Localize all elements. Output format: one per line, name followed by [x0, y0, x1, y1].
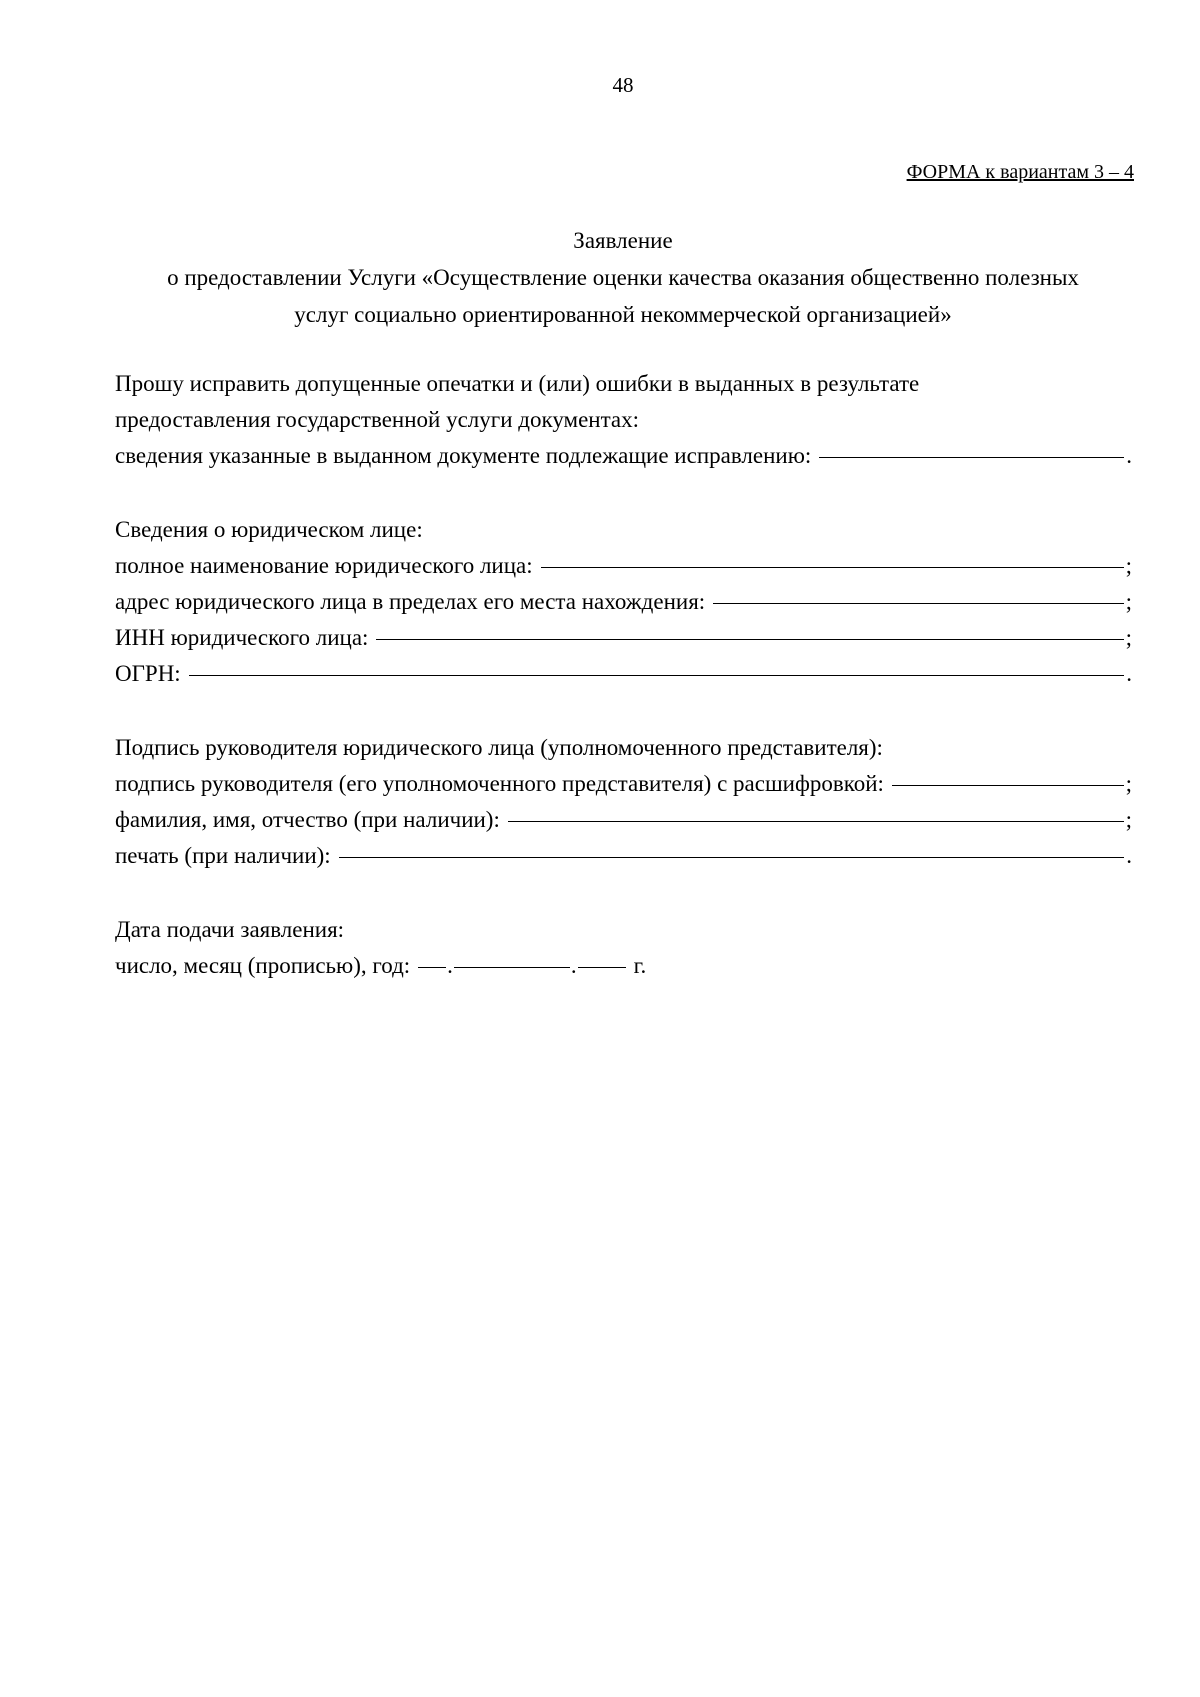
- inn-label: ИНН юридического лица:: [115, 625, 369, 650]
- date-dot-1: .: [447, 953, 453, 978]
- date-dot-2: .: [570, 953, 577, 978]
- fio-punct: ;: [1125, 807, 1132, 832]
- full-name-label: полное наименование юридического лица:: [115, 553, 533, 578]
- address-punct: ;: [1125, 589, 1132, 614]
- inn-field[interactable]: [376, 638, 1123, 640]
- date-heading: Дата подачи заявления:: [115, 917, 345, 942]
- request-line-2: [115, 402, 1132, 438]
- full-name-punct: ;: [1125, 553, 1132, 578]
- page-number: 48: [612, 73, 634, 97]
- fio-field[interactable]: [508, 820, 1124, 822]
- signature-row: [115, 766, 1132, 802]
- ogrn-field[interactable]: [189, 674, 1125, 676]
- legal-entity-heading: Сведения о юридическом лице:: [115, 517, 423, 542]
- address-row: [115, 584, 1132, 620]
- stamp-label: печать (при наличии):: [115, 843, 331, 868]
- signature-field[interactable]: [892, 784, 1124, 786]
- corrections-field-row: [115, 438, 1132, 474]
- stamp-punct: .: [1126, 843, 1132, 868]
- request-line-1: [115, 366, 1132, 402]
- title-line-1: Заявление: [573, 228, 673, 253]
- year-field[interactable]: [578, 966, 626, 968]
- signature-punct: ;: [1125, 771, 1132, 796]
- address-field[interactable]: [713, 602, 1123, 604]
- address-label: адрес юридического лица в пределах его места нахождения:: [115, 589, 706, 614]
- ogrn-punct: .: [1126, 661, 1132, 686]
- legal-entity-heading-row: [115, 512, 1132, 548]
- stamp-row: [115, 838, 1132, 874]
- inn-punct: ;: [1125, 625, 1132, 650]
- request-text-1: Прошу исправить допущенные опечатки и (или) ошибки в выданных в результате: [115, 371, 920, 396]
- date-heading-row: [115, 912, 1132, 948]
- inn-row: [115, 620, 1132, 656]
- ogrn-label: ОГРН:: [115, 661, 181, 686]
- legal-entity-section: [115, 512, 1132, 692]
- ogrn-row: [115, 656, 1132, 692]
- form-reference: ФОРМА к вариантам 3 – 4: [906, 161, 1134, 183]
- signature-section: [115, 730, 1132, 874]
- fio-row: [115, 802, 1132, 838]
- fio-label: фамилия, имя, отчество (при наличии):: [115, 807, 500, 832]
- title-line-3: услуг социально ориентированной некоммерческой организацией»: [294, 302, 952, 327]
- signature-heading-row: [115, 730, 1132, 766]
- corrections-end-punct: .: [1126, 443, 1132, 468]
- request-section: [115, 366, 1132, 474]
- day-field[interactable]: [418, 966, 446, 968]
- full-name-field[interactable]: [541, 566, 1124, 568]
- document-title: [100, 222, 1146, 333]
- month-field[interactable]: [454, 966, 570, 968]
- date-label: число, месяц (прописью), год:: [115, 953, 411, 978]
- signature-heading: Подпись руководителя юридического лица (уполномоченного представителя):: [115, 735, 883, 760]
- year-suffix: г.: [633, 953, 647, 978]
- corrections-field[interactable]: [819, 456, 1124, 458]
- title-line-2: о предоставлении Услуги «Осуществление оценки качества оказания общественно полезных: [167, 265, 1079, 290]
- date-row: [115, 948, 1132, 984]
- date-section: [115, 912, 1132, 984]
- full-name-row: [115, 548, 1132, 584]
- request-text-2: предоставления государственной услуги документах:: [115, 407, 640, 432]
- signature-label: подпись руководителя (его уполномоченного представителя) с расшифровкой:: [115, 771, 884, 796]
- corrections-label: сведения указанные в выданном документе подлежащие исправлению:: [115, 443, 812, 468]
- stamp-field[interactable]: [339, 856, 1125, 858]
